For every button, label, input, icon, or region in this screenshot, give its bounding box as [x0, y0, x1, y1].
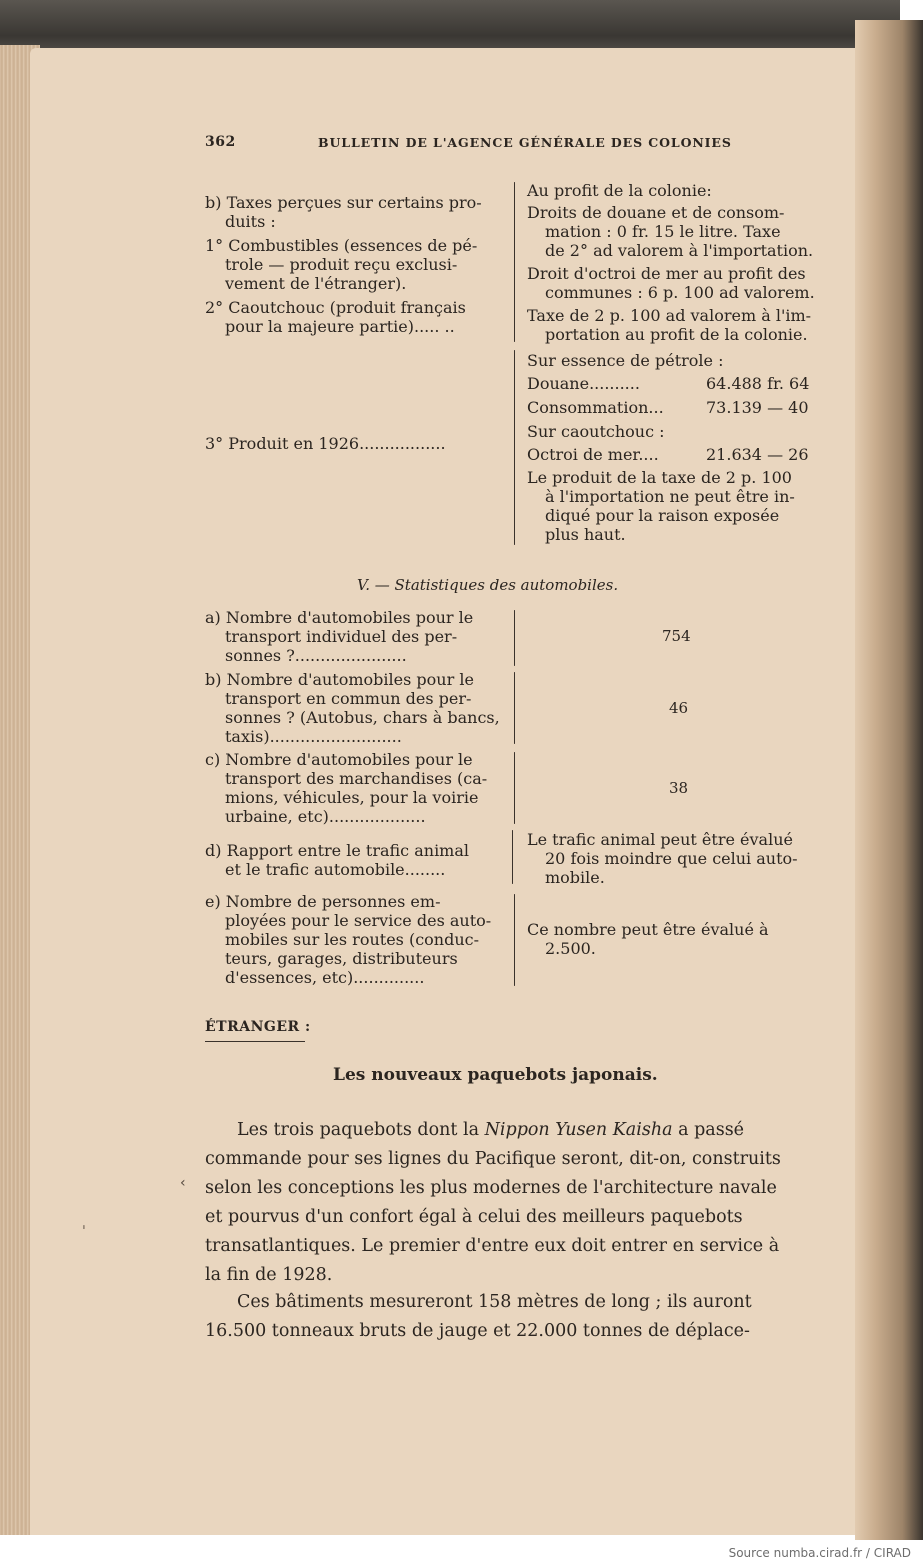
stat-e-line1: e) Nombre de personnes em-: [205, 892, 441, 911]
stat-e-line5: d'essences, etc)..............: [225, 968, 425, 987]
stat-a-brace: [514, 610, 515, 666]
stat-d-value-line2: 20 fois moindre que celui auto-: [545, 849, 798, 868]
stat-a-value: 754: [662, 627, 691, 645]
stat-a-line2: transport individuel des per-: [225, 627, 458, 646]
consommation-label: Consommation...: [527, 398, 664, 417]
produit-note-line1: Le produit de la taxe de 2 p. 100: [527, 468, 792, 487]
article-p1-line1-b: a passé: [672, 1120, 745, 1140]
article-p1-line6: la fin de 1928.: [205, 1265, 333, 1285]
produit-note-line3: diqué pour la raison exposée: [545, 506, 780, 525]
taxe-line1: Taxe de 2 p. 100 ad valorem à l'im-: [527, 306, 812, 325]
stat-d-value-line1: Le trafic animal peut être évalué: [527, 830, 793, 849]
stat-d-brace: [512, 830, 513, 884]
scan-mark: ‹: [180, 1175, 186, 1191]
stat-b-line4: taxis)..........................: [225, 727, 402, 746]
stat-b-value: 46: [669, 699, 689, 717]
stat-c-line2: transport des marchandises (ca-: [225, 769, 488, 788]
article-p1-line5: transatlantiques. Le premier d'entre eux doit entrer en service à: [205, 1236, 780, 1256]
stat-e-value-line1: Ce nombre peut être évalué à: [527, 920, 769, 939]
produit-note-line4: plus haut.: [545, 525, 626, 544]
consommation-value: 73.139 — 40: [706, 398, 809, 417]
combustibles-line3: vement de l'étranger).: [225, 274, 407, 293]
octroi-mer-label: Octroi de mer....: [527, 445, 659, 464]
stat-e-line3: mobiles sur les routes (conduc-: [225, 930, 480, 949]
octroi-line2: communes : 6 p. 100 ad valorem.: [545, 283, 815, 302]
stat-c-value: 38: [669, 779, 689, 797]
caoutchouc-line2: pour la majeure partie)..... ..: [225, 317, 455, 336]
source-credit: Source numba.cirad.fr / CIRAD: [728, 1546, 911, 1560]
article-p1-line1-a: Les trois paquebots dont la: [237, 1120, 485, 1140]
stat-e-line2: ployées pour le service des auto-: [225, 911, 492, 930]
stat-b-line1: b) Nombre d'automobiles pour le: [205, 670, 474, 689]
combustibles-line2: trole — produit reçu exclusi-: [225, 255, 458, 274]
article-p1-line1: [237, 1119, 744, 1141]
produit-brace: [514, 350, 515, 545]
droits-line2: mation : 0 fr. 15 le litre. Taxe: [545, 222, 781, 241]
octroi-mer-value: 21.634 — 26: [706, 445, 809, 464]
stat-d-line2: et le trafic automobile........: [225, 860, 446, 879]
stat-a-line3: sonnes ?......................: [225, 646, 407, 665]
article-p2-line1: Ces bâtiments mesureront 158 mètres de long ; ils auront: [237, 1292, 752, 1312]
company-name: Nippon Yusen Kaisha: [484, 1120, 673, 1140]
stat-c-brace: [514, 752, 515, 824]
droits-line1: Droits de douane et de consom-: [527, 203, 785, 222]
book-gutter: [855, 20, 923, 1540]
produit-label: 3° Produit en 1926.................: [205, 434, 446, 453]
octroi-line1: Droit d'octroi de mer au profit des: [527, 264, 806, 283]
essence-heading: Sur essence de pétrole :: [527, 351, 724, 370]
article-p1-line4: et pourvus d'un confort égal à celui des meilleurs paquebots: [205, 1207, 743, 1227]
profit-colonie: Au profit de la colonie:: [527, 181, 712, 200]
stat-c-line1: c) Nombre d'automobiles pour le: [205, 750, 473, 769]
stat-b-brace: [514, 672, 515, 744]
taxes-brace: [514, 182, 515, 342]
stat-c-line3: mions, véhicules, pour la voirie: [225, 788, 479, 807]
stat-d-value-line3: mobile.: [545, 868, 605, 887]
stat-e-brace: [514, 894, 515, 986]
page-number: 362: [205, 134, 236, 150]
produit-note-line2: à l'importation ne peut être in-: [545, 487, 795, 506]
etranger-section: ÉTRANGER :: [205, 1019, 311, 1035]
douane-value: 64.488 fr. 64: [706, 374, 810, 393]
taxes-b-title-line2: duits :: [225, 212, 276, 231]
stat-c-line4: urbaine, etc)...................: [225, 807, 426, 826]
droits-line3: de 2° ad valorem à l'importation.: [545, 241, 814, 260]
taxes-b-title-line1: b) Taxes perçues sur certains pro-: [205, 193, 482, 212]
stat-b-line3: sonnes ? (Autobus, chars à bancs,: [225, 708, 500, 727]
stat-b-line2: transport en commun des per-: [225, 689, 472, 708]
caoutchouc-line1: 2° Caoutchouc (produit français: [205, 298, 466, 317]
douane-label: Douane..........: [527, 374, 640, 393]
stat-e-line4: teurs, garages, distributeurs: [225, 949, 458, 968]
scan-mark-2: ˌ: [82, 1215, 86, 1231]
stat-d-line1: d) Rapport entre le trafic animal: [205, 841, 470, 860]
article-p1-line3: selon les conceptions les plus modernes de l'architecture navale: [205, 1178, 777, 1198]
caoutchouc-heading: Sur caoutchouc :: [527, 422, 665, 441]
section-v-heading: V. — Statistiques des automobiles.: [357, 576, 619, 594]
article-title: Les nouveaux paquebots japonais.: [333, 1065, 658, 1085]
running-title: BULLETIN DE L'AGENCE GÉNÉRALE DES COLONIES: [318, 135, 732, 150]
article-p2-line2: 16.500 tonneaux bruts de jauge et 22.000 tonnes de déplace-: [205, 1321, 750, 1341]
taxe-line2: portation au profit de la colonie.: [545, 325, 808, 344]
stat-e-value-line2: 2.500.: [545, 939, 596, 958]
article-p1-line2: commande pour ses lignes du Pacifique seront, dit-on, construits: [205, 1149, 781, 1169]
combustibles-line1: 1° Combustibles (essences de pé-: [205, 236, 478, 255]
stat-a-line1: a) Nombre d'automobiles pour le: [205, 608, 474, 627]
etranger-underline: [205, 1041, 305, 1042]
